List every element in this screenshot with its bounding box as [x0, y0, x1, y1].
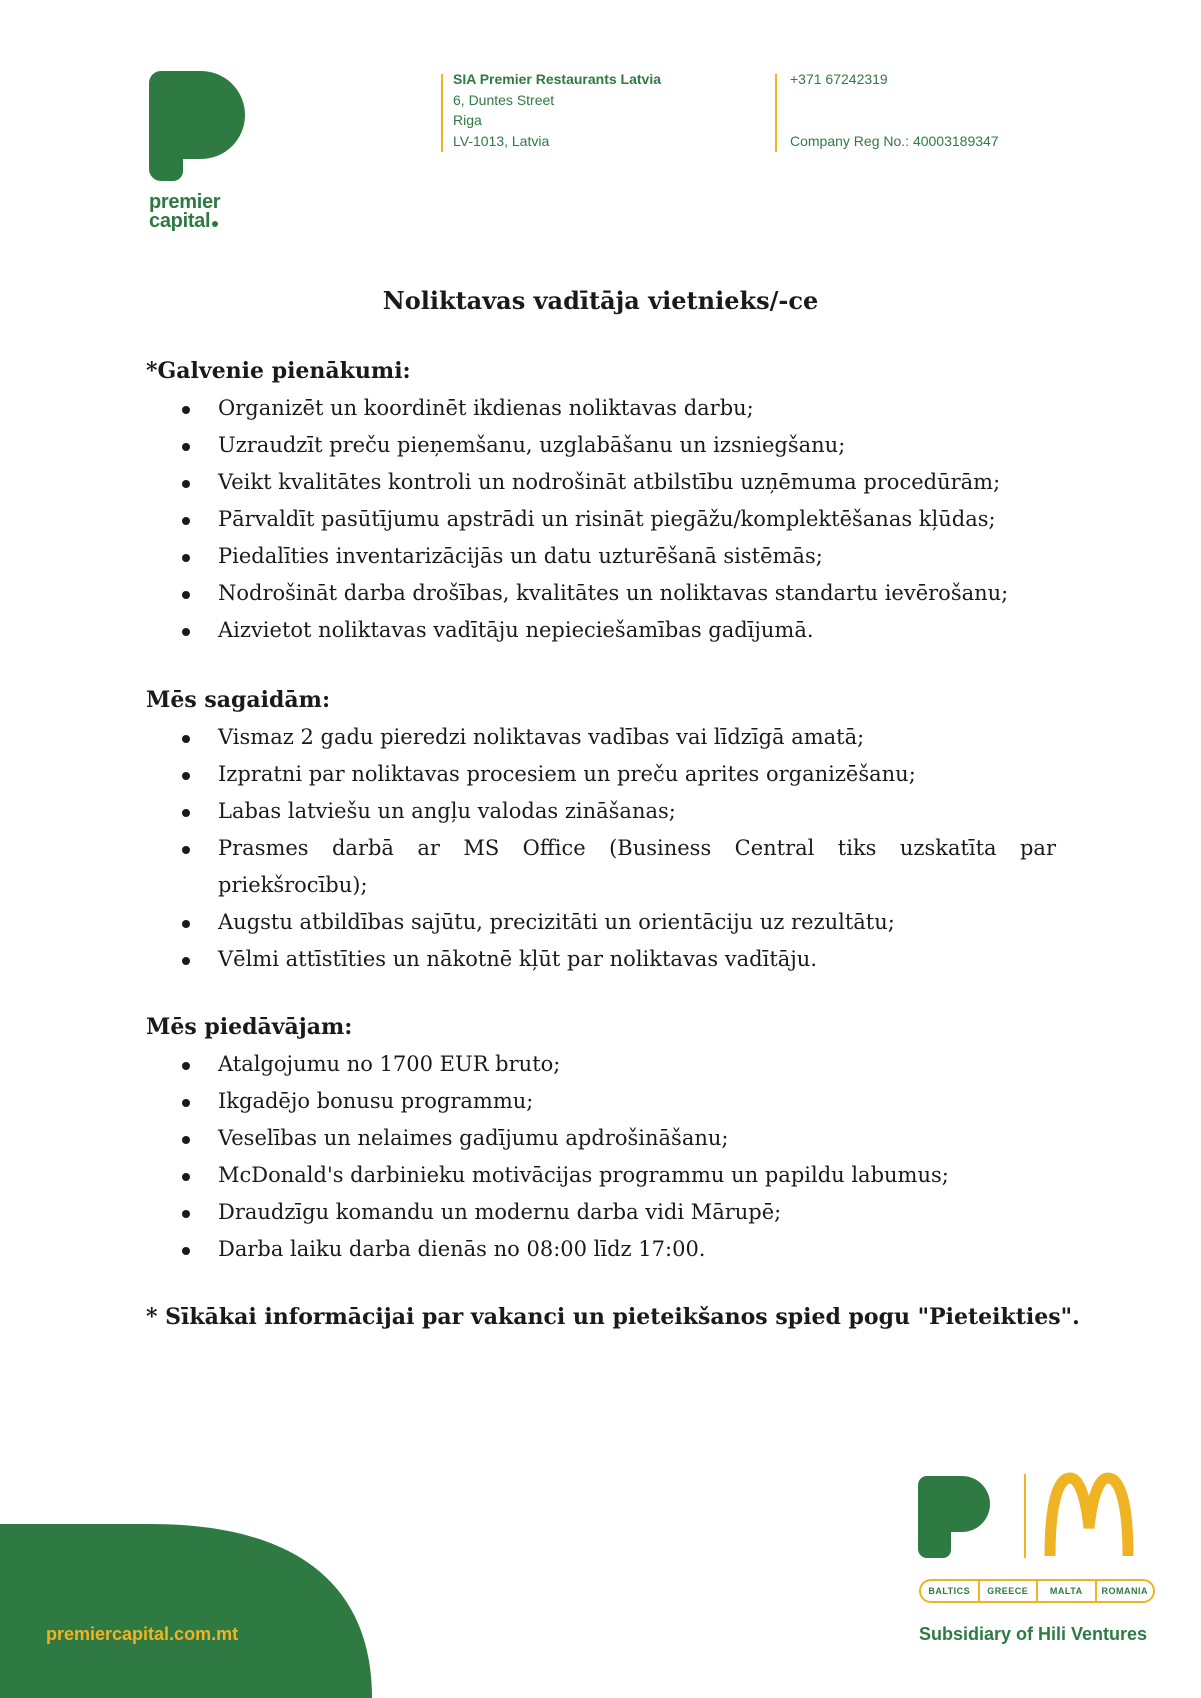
- company-name: SIA Premier Restaurants Latvia: [453, 71, 662, 87]
- bullet-icon: [182, 443, 190, 451]
- bullet-icon: [182, 735, 190, 743]
- bullet-icon: [182, 1062, 190, 1070]
- list-item: Piedalīties inventarizācijās un datu uzturēšanā sistēmās;: [146, 538, 1056, 575]
- subsidiary-note: Subsidiary of Hili Ventures: [919, 1624, 1148, 1644]
- company-phone: +371 67242319: [790, 71, 888, 87]
- region-label: MALTA: [1036, 1581, 1095, 1601]
- section-heading: Mēs piedāvājam:: [146, 1014, 353, 1040]
- section-requirements: [146, 681, 1056, 978]
- bullet-icon: [182, 591, 190, 599]
- list-item: Vismaz 2 gadu pieredzi noliktavas vadības vai līdzīgā amatā;: [146, 719, 1056, 756]
- bullet-list: [146, 719, 1056, 978]
- list-item: Organizēt un koordinēt ikdienas noliktavas darbu;: [146, 390, 1056, 427]
- list-item: Draudzīgu komandu un modernu darba vidi Mārupē;: [146, 1194, 1056, 1231]
- header-divider: [775, 74, 777, 152]
- list-item: Augstu atbildības sajūtu, precizitāti un orientāciju uz rezultātu;: [146, 904, 1056, 941]
- footnote: * Sīkākai informācijai par vakanci un pieteikšanos spied pogu "Pieteikties".: [146, 1304, 1080, 1330]
- address-line-1: 6, Duntes Street: [453, 91, 555, 108]
- bullet-icon: [182, 406, 190, 414]
- list-item: Darba laiku darba dienās no 08:00 līdz 17:00.: [146, 1231, 1056, 1268]
- section-heading: *Galvenie pienākumi:: [146, 358, 411, 384]
- list-item: Nodrošināt darba drošības, kvalitātes un noliktavas standartu ievērošanu;: [146, 575, 1056, 612]
- bullet-icon: [182, 809, 190, 817]
- bullet-icon: [182, 846, 190, 854]
- list-item: Ikgadējo bonusu programmu;: [146, 1083, 1056, 1120]
- company-contact-block: [790, 69, 999, 151]
- logo-line-2: capital: [149, 210, 211, 232]
- header-divider: [441, 74, 443, 152]
- premier-capital-logo-icon: [149, 71, 245, 181]
- footer-website-link[interactable]: premiercapital.com.mt: [46, 1624, 239, 1644]
- section-responsibilities: [146, 352, 1056, 649]
- list-item: Atalgojumu no 1700 EUR bruto;: [146, 1046, 1056, 1083]
- bullet-list: [146, 390, 1056, 649]
- bullet-icon: [182, 1210, 190, 1218]
- footer-green-shape: [0, 1524, 520, 1698]
- company-reg-no: Company Reg No.: 40003189347: [790, 132, 999, 149]
- bullet-icon: [182, 772, 190, 780]
- logo-dot-icon: [212, 221, 218, 227]
- list-item: Pārvaldīt pasūtījumu apstrādi un risināt piegāžu/komplektēšanas kļūdas;: [146, 501, 1056, 538]
- list-item: Prasmes darbā ar MS Office (Business Central tiks uzskatīta par priekšrocību);: [146, 830, 1056, 904]
- region-label: BALTICS: [928, 1586, 971, 1596]
- list-item: Veikt kvalitātes kontroli un nodrošināt atbilstību uzņēmuma procedūrām;: [146, 464, 1056, 501]
- list-item: Aizvietot noliktavas vadītāju nepieciešamības gadījumā.: [146, 612, 1056, 649]
- list-item: Vēlmi attīstīties un nākotnē kļūt par noliktavas vadītāju.: [146, 941, 1056, 978]
- list-item: Labas latviešu un angļu valodas zināšanas;: [146, 793, 1056, 830]
- regions-strip: [919, 1579, 1155, 1603]
- bullet-icon: [182, 1099, 190, 1107]
- bullet-icon: [182, 1173, 190, 1181]
- section-offer: [146, 1008, 1056, 1268]
- bullet-icon: [182, 1247, 190, 1255]
- bullet-icon: [182, 920, 190, 928]
- premier-capital-wordmark: [149, 193, 220, 231]
- premier-mcdonalds-logo-icon: [918, 1470, 1150, 1570]
- logo-line-1: premier: [149, 191, 221, 213]
- list-item: Veselības un nelaimes gadījumu apdrošināšanu;: [146, 1120, 1056, 1157]
- address-line-2: Riga: [453, 112, 482, 128]
- bullet-icon: [182, 957, 190, 965]
- page-title: Noliktavas vadītāja vietnieks/-ce: [382, 286, 819, 315]
- section-heading: Mēs sagaidām:: [146, 687, 331, 713]
- company-address-block: [453, 69, 661, 151]
- list-item: Izpratni par noliktavas procesiem un preču aprites organizēšanu;: [146, 756, 1056, 793]
- bullet-icon: [182, 554, 190, 562]
- bullet-icon: [182, 517, 190, 525]
- list-item: McDonald's darbinieku motivācijas programmu un papildu labumus;: [146, 1157, 1056, 1194]
- list-item: Uzraudzīt preču pieņemšanu, uzglabāšanu un izsniegšanu;: [146, 427, 1056, 464]
- bullet-icon: [182, 628, 190, 636]
- bullet-icon: [182, 1136, 190, 1144]
- bullet-list: [146, 1046, 1056, 1268]
- bullet-icon: [182, 480, 190, 488]
- region-label: GREECE: [978, 1581, 1037, 1601]
- region-label: ROMANIA: [1095, 1581, 1154, 1601]
- address-line-3: LV-1013, Latvia: [453, 132, 550, 149]
